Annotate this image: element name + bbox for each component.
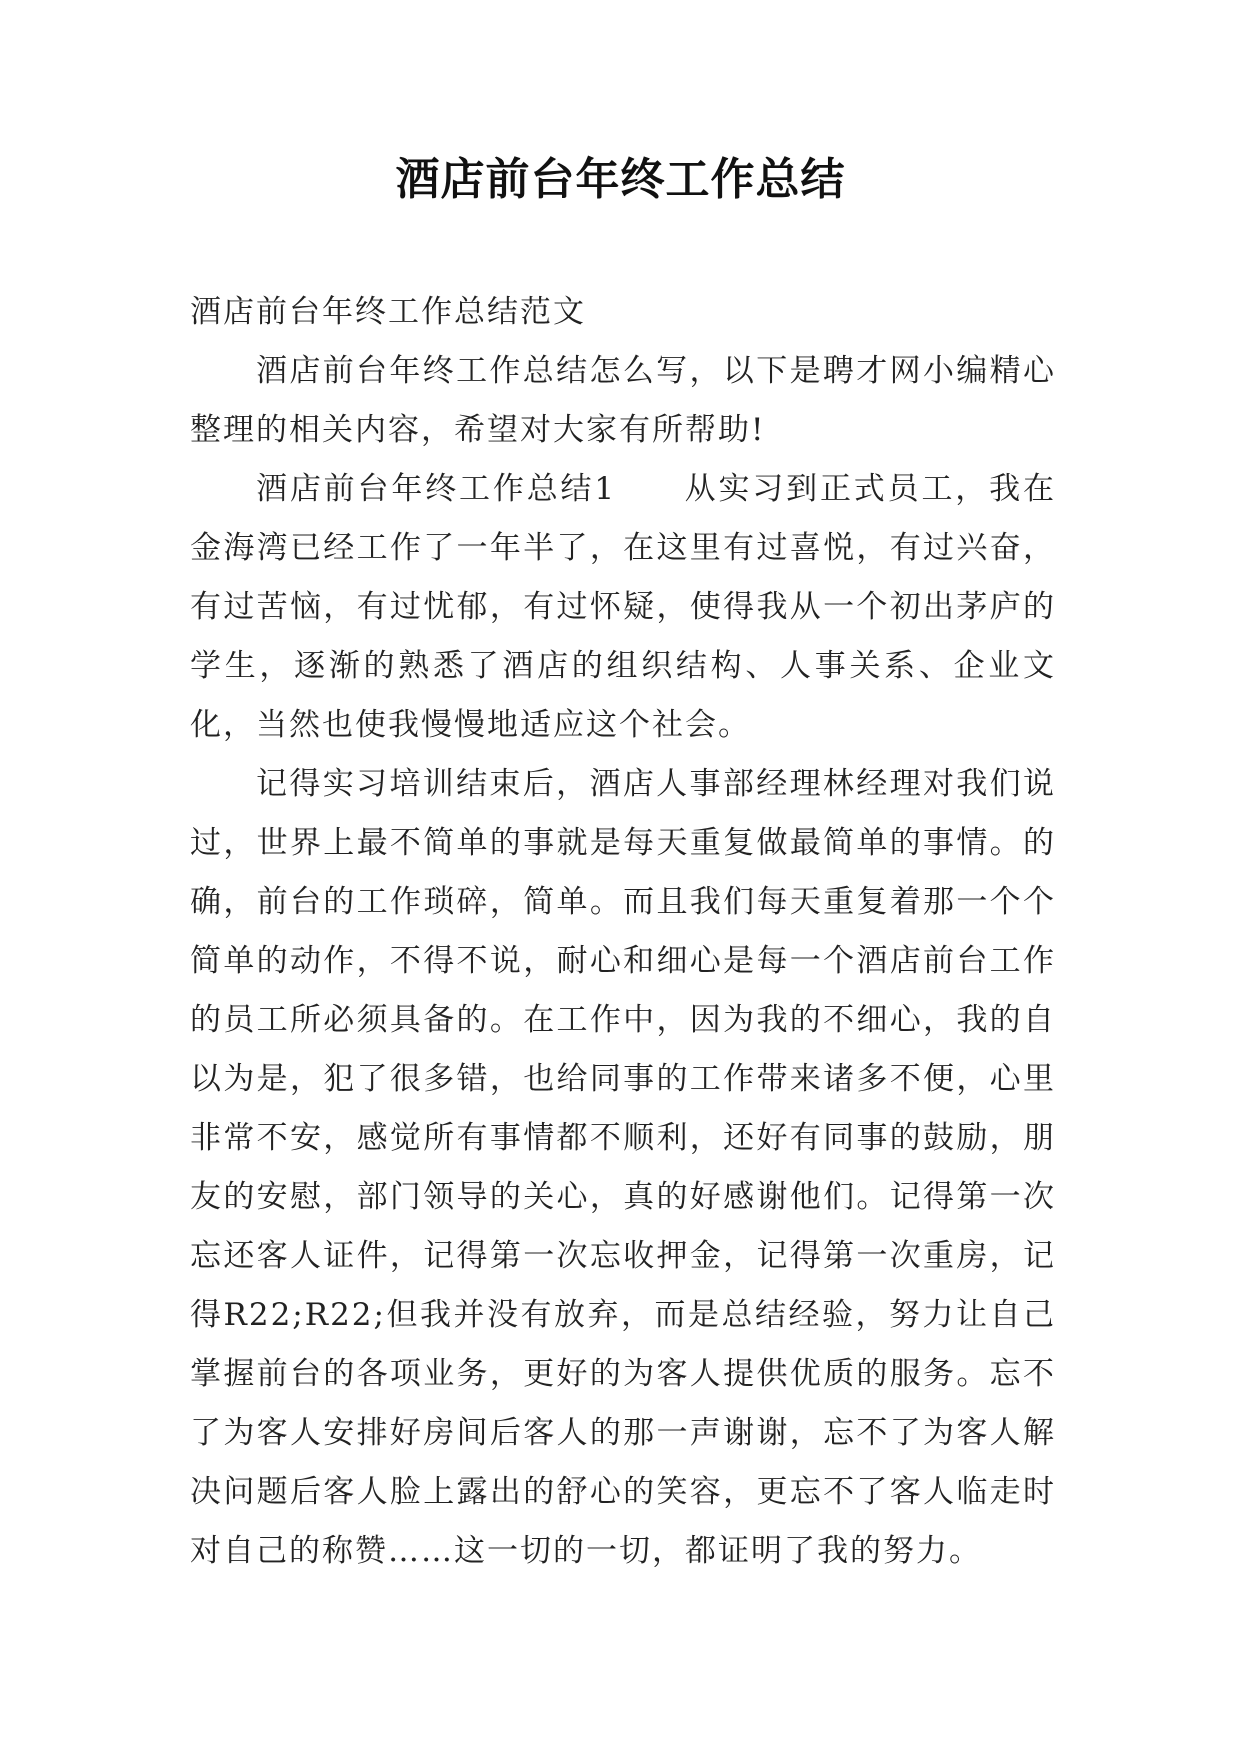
body-paragraph: 酒店前台年终工作总结1 从实习到正式员工，我在金海湾已经工作了一年半了，在这里有过喜悦，有过兴奋，有过苦恼，有过忧郁，有过怀疑，使得我从一个初出茅庐的学生，逐渐的熟悉了酒店的组织结构、人事关系、企业文化，当然也使我慢慢地适应这个社会。: [190, 471, 1056, 743]
document-subtitle: 酒店前台年终工作总结范文: [190, 294, 586, 330]
body-paragraph: 酒店前台年终工作总结怎么写，以下是聘才网小编精心整理的相关内容，希望对大家有所帮助!: [190, 353, 1056, 448]
body-paragraph: 记得实习培训结束后，酒店人事部经理林经理对我们说过，世界上最不简单的事就是每天重复做最简单的事情。的确，前台的工作琐碎，简单。而且我们每天重复着那一个个简单的动作，不得不说，耐心和细心是每一个酒店前台工作的员工所必须具备的。在工作中，因为我的不细心，我的自以为是，犯了很多错，也给同事的工作带来诸多不便，心里非常不安，感觉所有事情都不顺利，还好有同事的鼓励，朋友的安慰，部门领导的关心，真的好感谢他们。记得第一次忘还客人证件，记得第一次忘收押金，记得第一次重房，记得R22;R22;但我并没有放弃，而是总结经验，努力让自己掌握前台的各项业务，更好的为客人提供优质的服务。忘不了为客人安排好房间后客人的那一声谢谢，忘不了为客人解决问题后客人脸上露出的舒心的笑容，更忘不了客人临走时对自己的称赞……这一切的一切，都证明了我的努力。: [190, 766, 1056, 1569]
document-title: 酒店前台年终工作总结: [395, 154, 846, 205]
document-body: [190, 283, 1056, 1581]
